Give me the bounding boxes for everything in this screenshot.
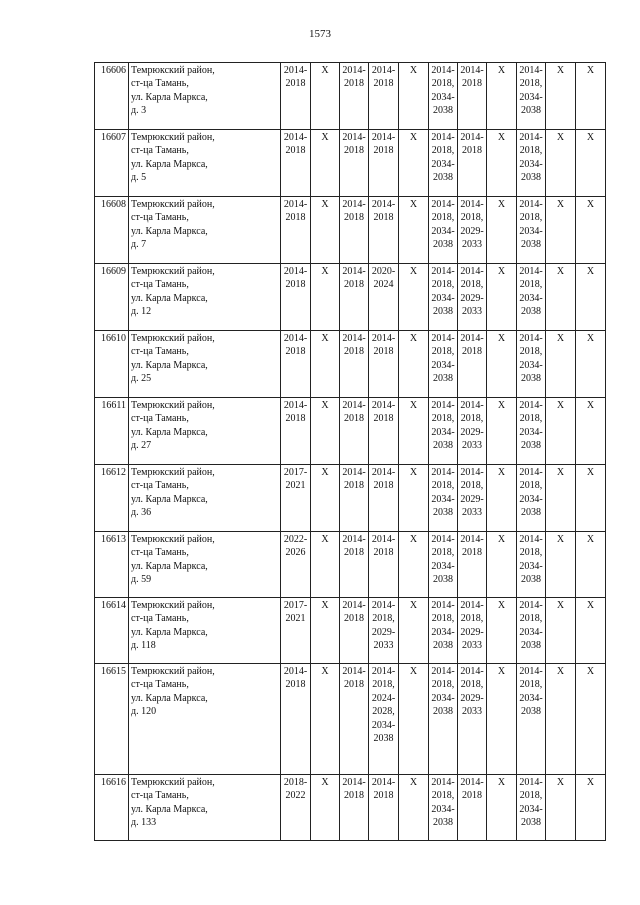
period-cell: X [399, 331, 429, 398]
period-cell: X [576, 63, 606, 130]
period-cell: 2014- 2018 [458, 63, 487, 130]
period-cell: X [399, 264, 429, 331]
address-line: д. 59 [131, 574, 152, 586]
period-cell: 2014- 2018, 2034- 2038 [517, 775, 546, 841]
period-cell: 2014- 2018, 2034- 2038 [517, 264, 546, 331]
address-cell [129, 532, 281, 598]
address-line: д. 118 [131, 640, 156, 652]
period-cell: 2014- 2018, 2034- 2038 [429, 775, 458, 841]
address-line: Темрюкский район, [131, 65, 215, 76]
period-cell: 2014- 2018 [340, 664, 369, 775]
address-line: ул. Карла Маркса, [131, 158, 208, 170]
period-cell: 2014- 2018, 2034- 2038 [429, 264, 458, 331]
period-cell: 2017- 2021 [281, 465, 311, 532]
period-cell: X [487, 465, 517, 532]
period-cell: 2014- 2018, 2024- 2028, 2034- 2038 [369, 664, 399, 775]
address-line: ст-ца Тамань, [131, 480, 189, 492]
address-cell [129, 264, 281, 331]
period-cell: X [399, 465, 429, 532]
period-cell: X [576, 331, 606, 398]
period-cell: X [399, 664, 429, 775]
address-cell [129, 598, 281, 664]
period-cell: X [399, 598, 429, 664]
period-cell: 2014- 2018, 2029- 2033 [458, 398, 487, 465]
table-row [95, 331, 606, 398]
table-row [95, 465, 606, 532]
address-line: ул. Карла Маркса, [131, 359, 208, 371]
period-cell: X [487, 775, 517, 841]
address-line: Темрюкский район, [131, 199, 215, 210]
period-cell: X [311, 532, 340, 598]
period-cell: X [487, 264, 517, 331]
address-line: Темрюкский район, [131, 266, 215, 277]
address-line: ул. Карла Маркса, [131, 560, 208, 572]
address-line: д. 25 [131, 373, 152, 385]
period-cell: 2014- 2018 [458, 532, 487, 598]
address-line: ст-ца Тамань, [131, 613, 189, 625]
period-cell: 2014- 2018 [340, 130, 369, 197]
period-cell: 2014- 2018 [281, 264, 311, 331]
period-cell: 2014- 2018 [340, 398, 369, 465]
period-cell: X [311, 130, 340, 197]
period-cell: 2014- 2018 [369, 532, 399, 598]
address-line: ст-ца Тамань, [131, 413, 189, 425]
period-cell: 2014- 2018, 2034- 2038 [517, 130, 546, 197]
period-cell: 2014- 2018 [340, 197, 369, 264]
period-cell: X [576, 664, 606, 775]
period-cell: 2014- 2018, 2034- 2038 [429, 532, 458, 598]
address-line: Темрюкский район, [131, 467, 215, 478]
period-cell: 2014- 2018, 2034- 2038 [429, 465, 458, 532]
address-line: ст-ца Тамань, [131, 212, 189, 224]
table-row [95, 775, 606, 841]
period-cell: 2014- 2018, 2034- 2038 [429, 664, 458, 775]
table-row [95, 598, 606, 664]
address-line: Темрюкский район, [131, 132, 215, 143]
period-cell: 2014- 2018 [340, 598, 369, 664]
period-cell: 2014- 2018, 2034- 2038 [517, 598, 546, 664]
address-line: д. 27 [131, 440, 152, 452]
period-cell: 2014- 2018 [281, 664, 311, 775]
address-line: ул. Карла Маркса, [131, 426, 208, 438]
address-line: ст-ца Тамань, [131, 679, 189, 691]
period-cell: X [487, 331, 517, 398]
address-line: Темрюкский район, [131, 400, 215, 411]
row-number: 16615 [95, 664, 129, 775]
period-cell: 2017- 2021 [281, 598, 311, 664]
address-line: ст-ца Тамань, [131, 78, 189, 90]
period-cell: 2014- 2018, 2029- 2033 [369, 598, 399, 664]
table-row [95, 197, 606, 264]
period-cell: X [399, 398, 429, 465]
address-line: д. 7 [131, 239, 147, 251]
period-cell: X [487, 197, 517, 264]
period-cell: X [311, 398, 340, 465]
period-cell: 2014- 2018 [281, 63, 311, 130]
period-cell: X [546, 598, 576, 664]
period-cell: 2018- 2022 [281, 775, 311, 841]
address-cell [129, 398, 281, 465]
period-cell: 2014- 2018, 2034- 2038 [517, 465, 546, 532]
address-line: ул. Карла Маркса, [131, 225, 208, 237]
row-number: 16606 [95, 63, 129, 130]
period-cell: X [576, 775, 606, 841]
period-cell: X [546, 532, 576, 598]
period-cell: X [546, 63, 576, 130]
address-cell [129, 331, 281, 398]
period-cell: 2014- 2018, 2034- 2038 [429, 331, 458, 398]
period-cell: 2014- 2018, 2034- 2038 [517, 664, 546, 775]
row-number: 16612 [95, 465, 129, 532]
address-line: ул. Карла Маркса, [131, 292, 208, 304]
period-cell: 2014- 2018 [340, 331, 369, 398]
address-line: ст-ца Тамань, [131, 279, 189, 291]
period-cell: X [399, 197, 429, 264]
period-cell: X [546, 398, 576, 465]
period-cell: 2014- 2018 [281, 197, 311, 264]
period-cell: 2014- 2018 [340, 63, 369, 130]
period-cell: 2014- 2018, 2029- 2033 [458, 264, 487, 331]
period-cell: X [576, 465, 606, 532]
address-line: ул. Карла Маркса, [131, 626, 208, 638]
period-cell: X [546, 465, 576, 532]
period-cell: 2014- 2018, 2034- 2038 [517, 532, 546, 598]
period-cell: X [487, 532, 517, 598]
register-table [94, 62, 606, 841]
row-number: 16616 [95, 775, 129, 841]
period-cell: X [487, 398, 517, 465]
period-cell: 2014- 2018 [281, 130, 311, 197]
address-cell [129, 63, 281, 130]
address-line: Темрюкский район, [131, 777, 215, 788]
period-cell: 2022- 2026 [281, 532, 311, 598]
period-cell: 2014- 2018 [369, 398, 399, 465]
period-cell: X [399, 130, 429, 197]
period-cell: X [487, 63, 517, 130]
row-number: 16610 [95, 331, 129, 398]
row-number: 16614 [95, 598, 129, 664]
period-cell: X [399, 775, 429, 841]
period-cell: 2014- 2018, 2029- 2033 [458, 664, 487, 775]
address-line: ст-ца Тамань, [131, 145, 189, 157]
period-cell: 2014- 2018, 2034- 2038 [517, 331, 546, 398]
period-cell: X [311, 197, 340, 264]
period-cell: 2014- 2018, 2034- 2038 [517, 197, 546, 264]
period-cell: X [576, 264, 606, 331]
period-cell: 2014- 2018 [369, 130, 399, 197]
period-cell: X [487, 130, 517, 197]
period-cell: X [576, 598, 606, 664]
period-cell: X [487, 664, 517, 775]
period-cell: 2014- 2018, 2029- 2033 [458, 197, 487, 264]
period-cell: X [576, 197, 606, 264]
period-cell: 2014- 2018, 2034- 2038 [429, 63, 458, 130]
period-cell: 2014- 2018, 2034- 2038 [429, 398, 458, 465]
address-line: Темрюкский район, [131, 333, 215, 344]
period-cell: X [399, 63, 429, 130]
period-cell: X [487, 598, 517, 664]
period-cell: X [546, 197, 576, 264]
address-cell [129, 197, 281, 264]
period-cell: 2014- 2018 [369, 197, 399, 264]
address-line: ул. Карла Маркса, [131, 692, 208, 704]
period-cell: 2014- 2018 [458, 331, 487, 398]
period-cell: 2014- 2018 [340, 775, 369, 841]
table-row [95, 264, 606, 331]
period-cell: 2014- 2018 [340, 465, 369, 532]
row-number: 16609 [95, 264, 129, 331]
row-number: 16608 [95, 197, 129, 264]
period-cell: 2014- 2018 [340, 264, 369, 331]
table-row [95, 532, 606, 598]
period-cell: 2014- 2018 [369, 465, 399, 532]
period-cell: X [576, 398, 606, 465]
address-cell [129, 775, 281, 841]
address-line: д. 5 [131, 172, 147, 184]
period-cell: 2014- 2018, 2034- 2038 [517, 398, 546, 465]
address-line: д. 3 [131, 105, 147, 117]
period-cell: X [399, 532, 429, 598]
period-cell: X [311, 465, 340, 532]
period-cell: X [311, 264, 340, 331]
period-cell: X [546, 264, 576, 331]
address-line: ст-ца Тамань, [131, 346, 189, 358]
period-cell: 2014- 2018 [281, 331, 311, 398]
address-line: д. 120 [131, 706, 157, 718]
period-cell: X [311, 331, 340, 398]
address-line: Темрюкский район, [131, 666, 215, 677]
period-cell: 2014- 2018, 2029- 2033 [458, 465, 487, 532]
address-cell [129, 664, 281, 775]
period-cell: 2014- 2018 [369, 775, 399, 841]
period-cell: 2014- 2018 [458, 130, 487, 197]
table-row [95, 130, 606, 197]
period-cell: X [546, 664, 576, 775]
address-line: ул. Карла Маркса, [131, 91, 208, 103]
period-cell: 2020- 2024 [369, 264, 399, 331]
row-number: 16611 [95, 398, 129, 465]
period-cell: X [546, 775, 576, 841]
address-line: д. 133 [131, 817, 157, 829]
period-cell: X [576, 532, 606, 598]
address-line: Темрюкский район, [131, 534, 215, 545]
period-cell: 2014- 2018 [281, 398, 311, 465]
period-cell: 2014- 2018, 2034- 2038 [429, 197, 458, 264]
period-cell: X [311, 63, 340, 130]
period-cell: X [576, 130, 606, 197]
period-cell: 2014- 2018, 2034- 2038 [429, 598, 458, 664]
period-cell: 2014- 2018 [369, 331, 399, 398]
address-line: Темрюкский район, [131, 600, 215, 611]
row-number: 16607 [95, 130, 129, 197]
period-cell: X [546, 331, 576, 398]
period-cell: X [546, 130, 576, 197]
address-line: д. 36 [131, 507, 152, 519]
period-cell: 2014- 2018, 2034- 2038 [517, 63, 546, 130]
period-cell: 2014- 2018 [340, 532, 369, 598]
address-cell [129, 465, 281, 532]
page-number: 1573 [309, 28, 331, 40]
period-cell: X [311, 598, 340, 664]
period-cell: 2014- 2018 [369, 63, 399, 130]
period-cell: X [311, 664, 340, 775]
period-cell: X [311, 775, 340, 841]
address-cell [129, 130, 281, 197]
address-line: д. 12 [131, 306, 152, 318]
address-line: ст-ца Тамань, [131, 547, 189, 559]
period-cell: 2014- 2018, 2034- 2038 [429, 130, 458, 197]
period-cell: 2014- 2018 [458, 775, 487, 841]
row-number: 16613 [95, 532, 129, 598]
address-line: ст-ца Тамань, [131, 790, 189, 802]
address-line: ул. Карла Маркса, [131, 803, 208, 815]
table-row [95, 63, 606, 130]
address-line: ул. Карла Маркса, [131, 493, 208, 505]
period-cell: 2014- 2018, 2029- 2033 [458, 598, 487, 664]
table-row [95, 664, 606, 775]
table-row [95, 398, 606, 465]
